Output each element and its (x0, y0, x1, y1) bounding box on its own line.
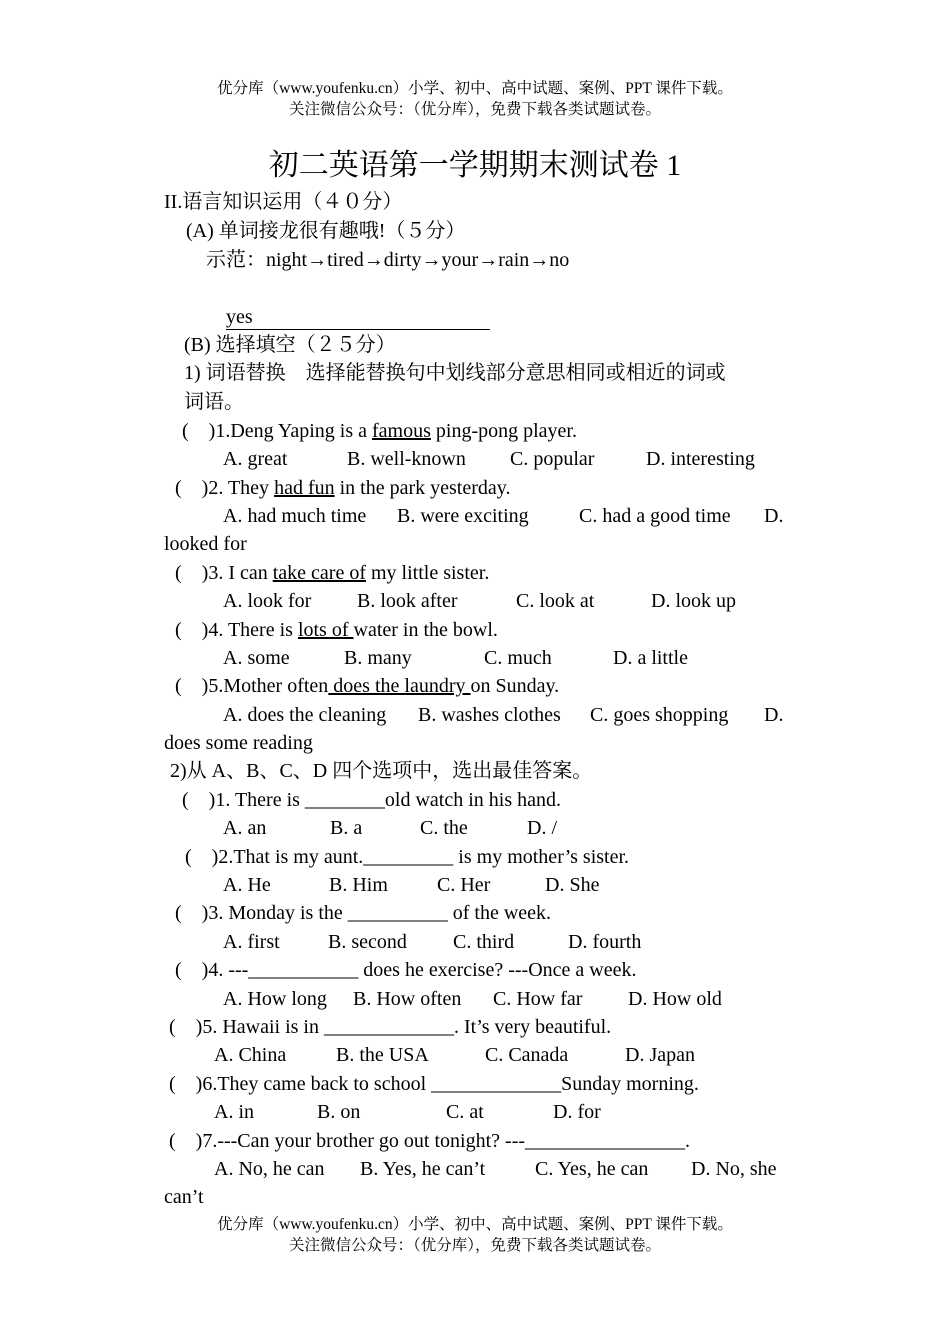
option-c: C. goes shopping (590, 704, 729, 726)
q-underlined: famous (372, 420, 431, 442)
option-d: D. Japan (625, 1044, 695, 1066)
question-1-1 (182, 419, 577, 443)
q-text: ( )2. They (175, 477, 275, 499)
option-d: D. for (553, 1101, 601, 1123)
option-d: D. interesting (646, 448, 755, 470)
option-d: D. No, she (691, 1158, 777, 1180)
option-d-wrap: looked for (164, 533, 247, 555)
option-a: A. How long (223, 988, 327, 1010)
option-a: A. had much time (223, 505, 367, 527)
option-c: C. Yes, he can (535, 1158, 649, 1180)
option-d: D. fourth (568, 931, 642, 953)
option-b: B. second (328, 931, 407, 953)
sub2-instruction: 2)从 A、B、C、D 四个选项中，选出最佳答案。 (170, 760, 593, 782)
option-b: B. washes clothes (418, 704, 561, 726)
option-c: C. the (420, 817, 468, 839)
question-2-3: ( )3. Monday is the __________ of the week. (175, 902, 552, 924)
option-b: B. How often (353, 988, 462, 1010)
page-title: 初二英语第一学期期末测试卷 1 (268, 149, 682, 182)
q-text: ( )3. I can (175, 562, 273, 584)
question-2-7: ( )7.---Can your brother go out tonight? ---________________. (169, 1130, 691, 1152)
option-b: B. look after (357, 590, 458, 612)
option-a: A. in (214, 1101, 254, 1123)
option-c: C. look at (516, 590, 595, 612)
option-d: D. a little (613, 647, 688, 669)
option-b: B. a (330, 817, 363, 839)
q-underlined: had fun (274, 477, 335, 499)
question-2-2: ( )2.That is my aunt._________ is my mother’s sister. (185, 846, 630, 868)
header-line-1: 优分库（www.youfenku.cn）小学、初中、高中试题、案例、PPT 课件下载。 (217, 80, 733, 97)
option-c: C. How far (493, 988, 583, 1010)
q-text: in the park yesterday. (334, 477, 511, 499)
option-b: B. were exciting (397, 505, 529, 527)
footer-line-1: 优分库（www.youfenku.cn）小学、初中、高中试题、案例、PPT 课件下载。 (217, 1216, 733, 1233)
option-c: C. popular (510, 448, 595, 470)
part-a-heading: (A) 单词接龙很有趣哦!（５分） (186, 220, 466, 242)
header-line-2: 关注微信公众号：（优分库），免费下载各类试题试卷。 (288, 101, 661, 118)
option-a: A. an (223, 817, 267, 839)
q-text: ( )5.Mother often (175, 675, 329, 697)
question-2-6: ( )6.They came back to school _____________Sunday morning. (169, 1073, 699, 1095)
q-text: water in the bowl. (353, 619, 498, 641)
option-d: D. How old (628, 988, 722, 1010)
footer-line-2: 关注微信公众号：（优分库），免费下载各类试题试卷。 (288, 1237, 661, 1254)
q-text: ping-pong player. (430, 420, 577, 442)
option-c: C. third (453, 931, 515, 953)
option-a: A. look for (223, 590, 312, 612)
question-2-4: ( )4. ---___________ does he exercise? ---Once a week. (175, 959, 637, 981)
part-a-example: 示范：night→tired→dirty→your→rain→no (206, 249, 570, 271)
question-1-5 (175, 674, 559, 698)
option-a: A. He (223, 874, 271, 896)
option-c: C. much (484, 647, 552, 669)
option-d-wrap: does some reading (164, 732, 313, 754)
option-c: C. Her (437, 874, 491, 896)
answer-word: yes (226, 306, 253, 328)
option-d: D. She (545, 874, 600, 896)
option-b: B. on (317, 1101, 361, 1123)
option-b: B. many (344, 647, 412, 669)
question-2-1: ( )1. There is ________old watch in his hand. (182, 789, 562, 811)
q-text: my little sister. (366, 562, 490, 584)
option-a: A. some (223, 647, 290, 669)
option-b: B. Him (329, 874, 388, 896)
option-b: B. well-known (347, 448, 466, 470)
option-c: C. at (446, 1101, 484, 1123)
option-a: A. China (214, 1044, 287, 1066)
option-d: D. / (527, 817, 557, 839)
q-text: ( )1.Deng Yaping is a (182, 420, 372, 442)
sub1-instruction-line2: 词语。 (184, 391, 244, 413)
q-text: on Sunday. (470, 675, 560, 697)
question-1-2 (175, 476, 510, 500)
option-c: C. Canada (485, 1044, 569, 1066)
option-a: A. No, he can (214, 1158, 325, 1180)
option-d-wrap: can’t (164, 1186, 204, 1208)
question-1-4 (175, 618, 498, 642)
option-d: D. look up (651, 590, 736, 612)
question-2-5: ( )5. Hawaii is in _____________. It’s very beautiful. (169, 1016, 612, 1038)
option-d: D. (764, 505, 784, 527)
question-1-3 (175, 561, 489, 585)
option-a: A. great (223, 448, 288, 470)
option-b: B. the USA (336, 1044, 429, 1066)
option-a: A. first (223, 931, 280, 953)
q-text: ( )4. There is (175, 619, 298, 641)
q-underlined: does the laundry (328, 675, 471, 697)
option-c: C. had a good time (579, 505, 731, 527)
q-underlined: lots of (297, 619, 354, 641)
option-d: D. (764, 704, 784, 726)
section-heading: II.语言知识运用（４０分） (164, 191, 403, 213)
q-underlined: take care of (272, 562, 366, 584)
option-a: A. does the cleaning (223, 704, 387, 726)
sub1-instruction-line1: 1) 词语替换 选择能替换句中划线部分意思相同或相近的词或 (184, 362, 726, 384)
answer-line (226, 305, 490, 330)
part-b-heading: (B) 选择填空（２５分） (184, 334, 396, 356)
option-b: B. Yes, he can’t (360, 1158, 486, 1180)
